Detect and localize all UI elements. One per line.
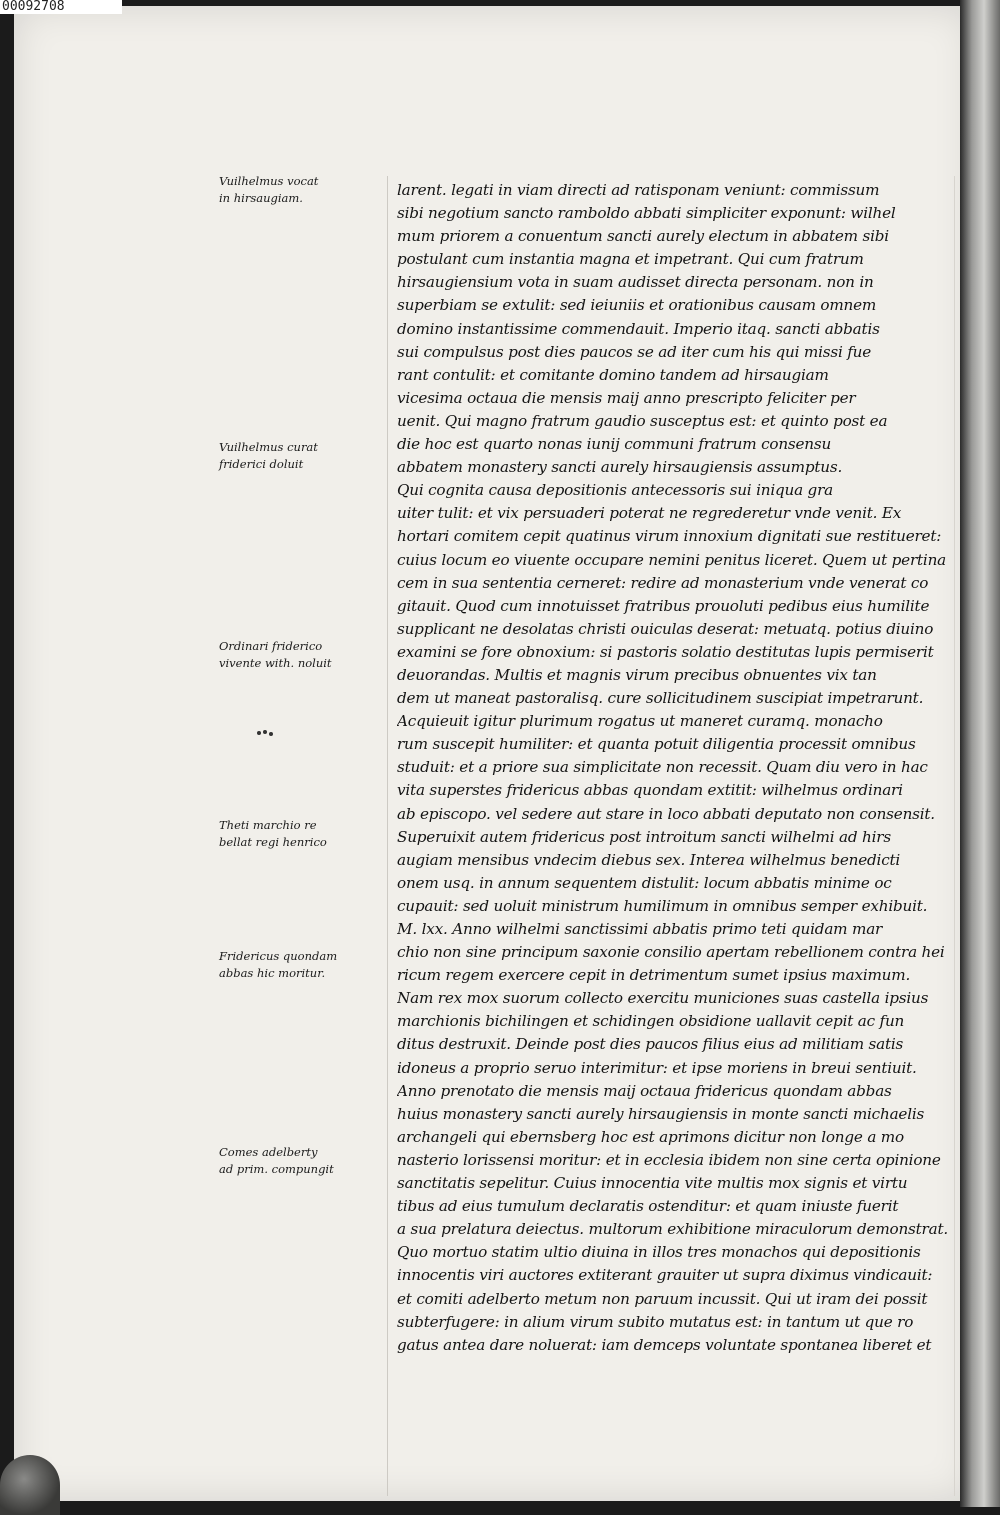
text-line: rum suscepit humiliter: et quanta potuit diligentia processit omnibus bbox=[397, 735, 916, 754]
shelfmark-label: 00092708 bbox=[0, 0, 122, 14]
text-line: ricum regem exercere cepit in detrimentum sumet ipsius maximum. bbox=[397, 966, 911, 985]
margin-note-line: Comes adelberty bbox=[219, 1145, 318, 1159]
margin-note-4 bbox=[219, 817, 359, 851]
text-line: idoneus a proprio seruo interimitur: et ipse moriens in breui sentiuit. bbox=[397, 1058, 917, 1077]
text-line: larent. legati in viam directi ad ratisponam veniunt: commissum bbox=[397, 181, 880, 199]
text-line: onem usq. in annum sequentem distulit: locum abbatis minime oc bbox=[397, 873, 892, 892]
margin-note-2 bbox=[219, 439, 359, 473]
thumb-shadow bbox=[0, 1455, 60, 1515]
margin-note-1 bbox=[219, 173, 359, 207]
text-line: studuit: et a priore sua simplicitate non recessit. Quam diu vero in hac bbox=[397, 758, 928, 777]
text-line: vicesima octaua die mensis maij anno prescripto feliciter per bbox=[397, 388, 856, 407]
margin-note-line: Vuilhelmus vocat bbox=[219, 174, 319, 188]
text-line: M. lxx. Anno wilhelmi sanctissimi abbatis primo teti quidam mar bbox=[397, 920, 883, 938]
margin-note-line: vivente with. noluit bbox=[219, 656, 332, 670]
text-line: cupauit: sed uoluit ministrum humilimum in omnibus semper exhibuit. bbox=[397, 896, 928, 915]
main-text-block bbox=[397, 179, 957, 1357]
text-line: examini se fore obnoxium: si pastoris solatio destitutas lupis permiserit bbox=[397, 642, 934, 661]
text-line: deuorandas. Multis et magnis virum precibus obnuentes vix tan bbox=[397, 665, 877, 684]
margin-note-line: Fridericus quondam bbox=[219, 949, 338, 963]
text-line: uiter tulit: et vix persuaderi poterat ne regrederetur vnde venit. Ex bbox=[397, 504, 902, 523]
text-line: innocentis viri auctores extiterant grauiter ut supra diximus vindicauit: bbox=[397, 1266, 933, 1285]
adjacent-page-edge bbox=[960, 0, 1000, 1507]
text-line: cuius locum eo viuente occupare nemini penitus liceret. Quem ut pertina bbox=[397, 550, 947, 569]
text-line: ab episcopo. vel sedere aut stare in loco abbati deputato non consensit. bbox=[397, 804, 935, 823]
text-line: supplicant ne desolatas christi ouiculas deserat: metuatq. potius diuino bbox=[397, 619, 934, 638]
text-line: sibi negotium sancto ramboldo abbati simpliciter exponunt: wilhel bbox=[397, 204, 896, 223]
margin-note-5 bbox=[219, 948, 359, 982]
text-line: chio non sine principum saxonie consilio apertam rebellionem contra hei bbox=[397, 943, 945, 962]
text-line: Nam rex mox suorum collecto exercitu municiones suas castella ipsius bbox=[397, 989, 929, 1008]
margin-note-line: bellat regi henrico bbox=[219, 835, 327, 849]
text-line: mum priorem a conuentum sancti aurely electum in abbatem sibi bbox=[397, 227, 889, 246]
text-line: abbatem monastery sancti aurely hirsaugiensis assumptus. bbox=[397, 458, 843, 477]
ruling-line-left bbox=[387, 176, 388, 1496]
margin-note-line: Theti marchio re bbox=[219, 818, 317, 832]
text-line: huius monastery sancti aurely hirsaugiensis in monte sancti michaelis bbox=[397, 1104, 925, 1123]
text-line: et comiti adelberto metum non paruum incussit. Qui ut iram dei possit bbox=[397, 1289, 928, 1308]
text-line: tibus ad eius tumulum declaratis ostenditur: et quam iniuste fuerit bbox=[397, 1197, 899, 1216]
text-line: vita superstes fridericus abbas quondam extitit: wilhelmus ordinari bbox=[397, 781, 903, 800]
margin-note-line: Vuilhelmus curat bbox=[219, 440, 318, 454]
text-line: archangeli qui ebernsberg hoc est aprimons dicitur non longe a mo bbox=[397, 1127, 904, 1146]
margin-note-line: Ordinari friderico bbox=[219, 639, 323, 653]
text-line: gitauit. Quod cum innotuisset fratribus prouoluti pedibus eius humilite bbox=[397, 596, 930, 615]
margin-note-3 bbox=[219, 638, 359, 672]
text-line: Acquieuit igitur plurimum rogatus ut maneret curamq. monacho bbox=[397, 712, 883, 731]
text-line: hortari comitem cepit quatinus virum innoxium dignitati sue restitueret: bbox=[397, 527, 942, 546]
text-line: superbiam se extulit: sed ieiuniis et orationibus causam omnem bbox=[397, 296, 877, 315]
text-line: uenit. Qui magno fratrum gaudio susceptus est: et quinto post ea bbox=[397, 411, 888, 430]
text-line: domino instantissime commendauit. Imperio itaq. sancti abbatis bbox=[397, 319, 880, 338]
text-line: postulant cum instantia magna et impetrant. Qui cum fratrum bbox=[397, 250, 864, 269]
text-line: dem ut maneat pastoralisq. cure sollicitudinem suscipiat impetrarunt. bbox=[397, 689, 924, 708]
text-line: a sua prelatura deiectus. multorum exhibitione miraculorum demonstrat. bbox=[397, 1220, 948, 1239]
margin-note-line: friderici doluit bbox=[219, 457, 304, 471]
text-line: cem in sua sententia cerneret: redire ad monasterium vnde venerat co bbox=[397, 573, 929, 592]
text-line: Anno prenotato die mensis maij octaua fridericus quondam abbas bbox=[397, 1081, 892, 1100]
text-line: Quo mortuo statim ultio diuina in illos tres monachos qui depositionis bbox=[397, 1243, 921, 1262]
text-line: marchionis bichilingen et schidingen obsidione uallavit cepit ac fun bbox=[397, 1012, 905, 1031]
text-line: Qui cognita causa depositionis antecessoris sui iniqua gra bbox=[397, 481, 833, 500]
text-line: rant contulit: et comitante domino tandem ad hirsaugiam bbox=[397, 365, 829, 384]
text-line: Superuixit autem fridericus post introitum sancti wilhelmi ad hirs bbox=[397, 827, 891, 846]
ink-smudge bbox=[257, 730, 277, 738]
text-line: sui compulsus post dies paucos se ad iter cum his qui missi fue bbox=[397, 342, 872, 361]
text-line: augiam mensibus vndecim diebus sex. Interea wilhelmus benedicti bbox=[397, 850, 901, 869]
text-line: die hoc est quarto nonas iunij communi fratrum consensu bbox=[397, 435, 832, 454]
margin-note-line: abbas hic moritur. bbox=[219, 966, 326, 980]
text-line: gatus antea dare noluerat: iam demceps voluntate spontanea liberet et bbox=[397, 1335, 932, 1354]
manuscript-page bbox=[14, 6, 972, 1501]
margin-note-line: in hirsaugiam. bbox=[219, 191, 303, 205]
text-line: sanctitatis sepelitur. Cuius innocentia vite multis mox signis et virtu bbox=[397, 1174, 908, 1193]
text-line: ditus destruxit. Deinde post dies paucos filius eius ad militiam satis bbox=[397, 1035, 904, 1054]
margin-note-6 bbox=[219, 1144, 359, 1178]
margin-note-line: ad prim. compungit bbox=[219, 1162, 334, 1176]
text-line: hirsaugiensium vota in suam audisset directa personam. non in bbox=[397, 273, 874, 292]
text-line: nasterio lorissensi moritur: et in ecclesia ibidem non sine certa opinione bbox=[397, 1150, 941, 1169]
text-line: subterfugere: in alium virum subito mutatus est: in tantum ut que ro bbox=[397, 1312, 914, 1331]
